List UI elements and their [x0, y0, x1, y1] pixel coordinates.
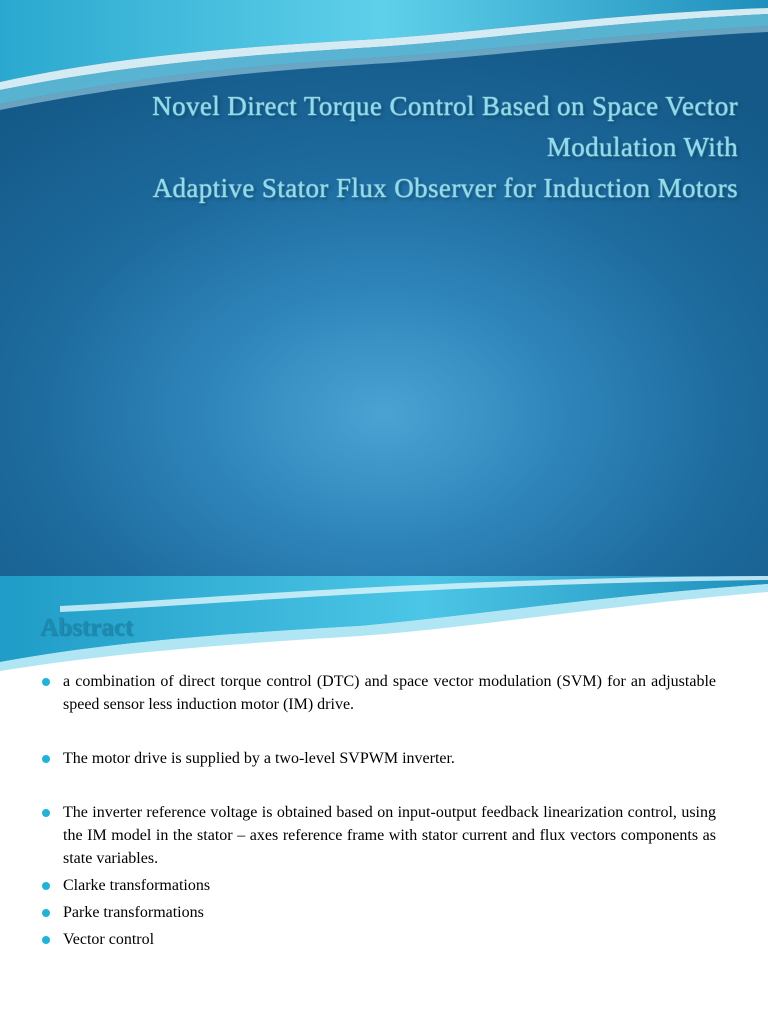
abstract-slide [0, 576, 768, 1024]
bullet-text: Parke transformations [63, 904, 204, 921]
bullet-text: The inverter reference voltage is obtained based on input-output feedback linearization control, using the IM model in the stator – axes reference frame with stator current and flux vectors components as state variables. [63, 804, 716, 867]
list-item [40, 670, 716, 716]
bullet-icon [42, 809, 50, 817]
list-item [40, 901, 716, 924]
list-item [40, 801, 716, 870]
list-item [40, 874, 716, 897]
bullet-icon [42, 678, 50, 686]
title-line: Adaptive Stator Flux Observer for Induction Motors [152, 173, 738, 203]
bullet-icon [42, 882, 50, 890]
bullet-text: Clarke transformations [63, 877, 211, 894]
slide-title [20, 86, 738, 209]
bullet-text: Vector control [63, 931, 155, 948]
bullet-text: The motor drive is supplied by a two-level SVPWM inverter. [63, 750, 455, 767]
abstract-heading: Abstract [40, 614, 134, 641]
list-item [40, 928, 716, 951]
bullet-icon [42, 755, 50, 763]
abstract-bullet-list [40, 670, 716, 951]
list-item [40, 747, 716, 770]
bullet-icon [42, 909, 50, 917]
title-line: Novel Direct Torque Control Based on Space Vector [152, 91, 738, 121]
bullet-icon [42, 936, 50, 944]
bullet-text: a combination of direct torque control (DTC) and space vector modulation (SVM) for an adjustable speed sensor less induction motor (IM) drive. [63, 673, 716, 713]
title-line: Modulation With [546, 132, 738, 162]
